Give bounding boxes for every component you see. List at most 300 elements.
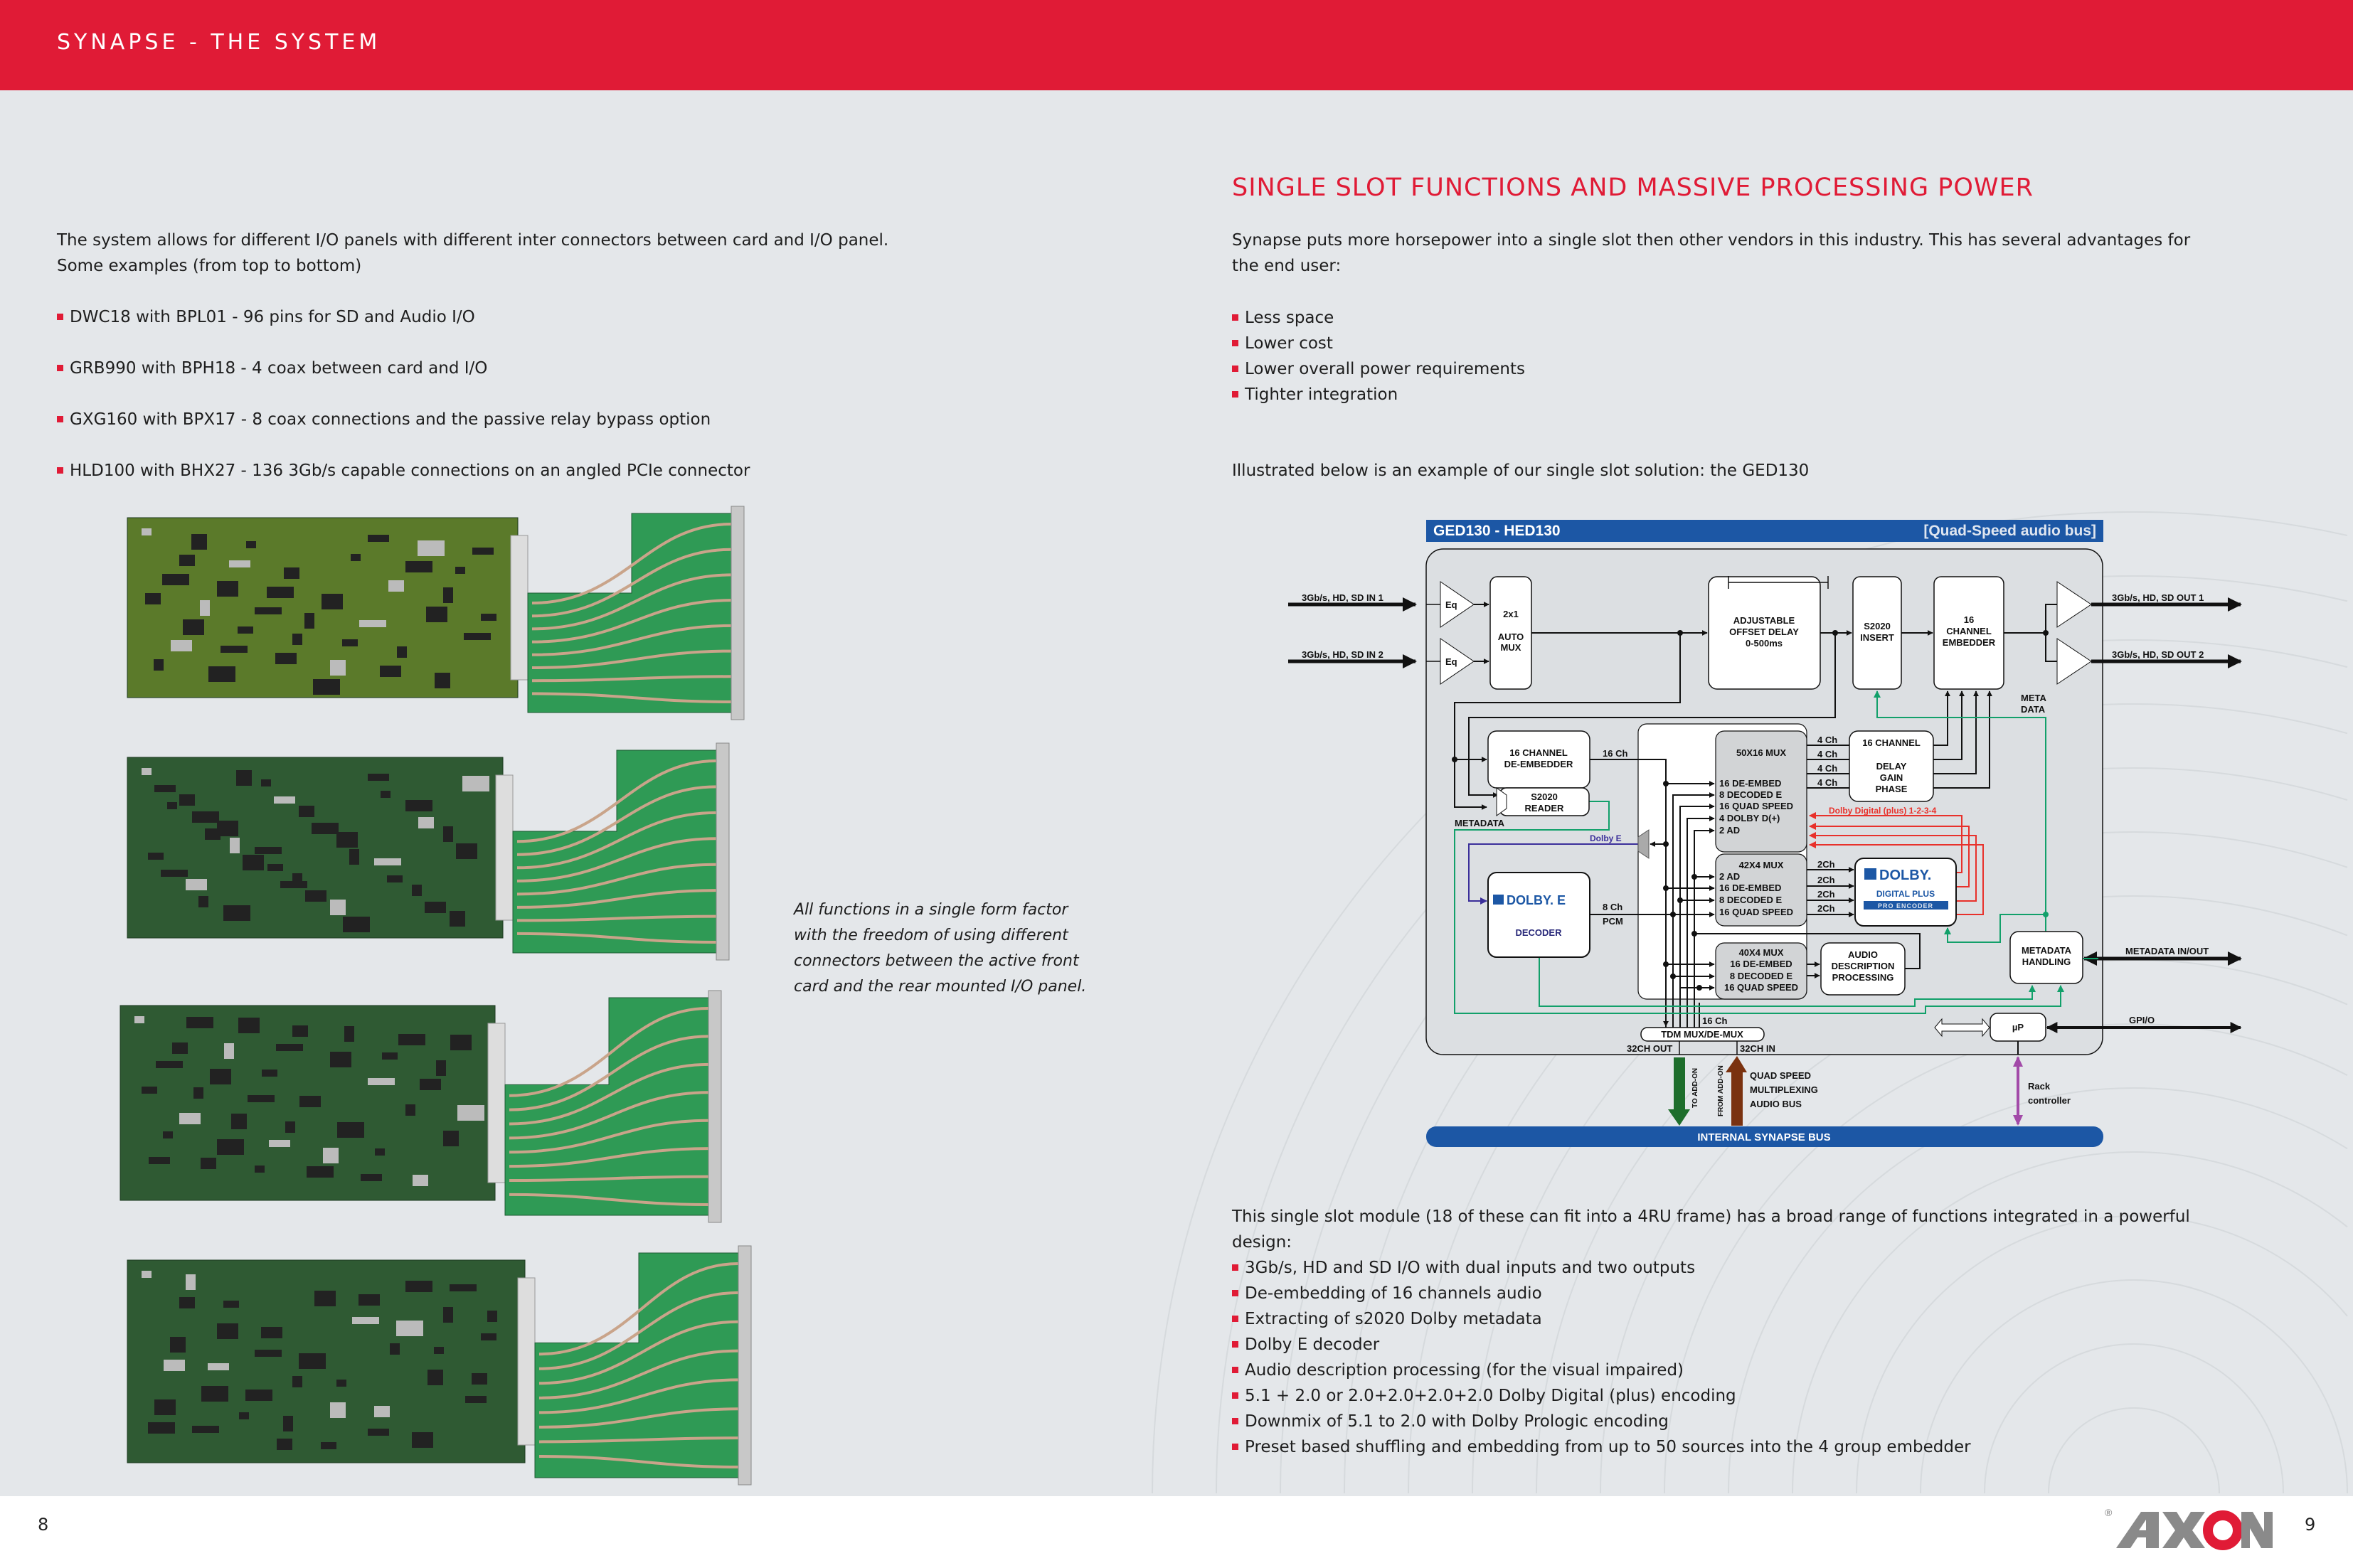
module-intro-line: design: [1232,1233,1292,1252]
chip [201,1158,216,1169]
bullet-icon [1232,1392,1238,1399]
mux-input: 16 DE-EMBED [1719,778,1782,789]
channel-label: 16 Ch [1603,748,1628,759]
module-intro-line: This single slot module (18 of these can fit into a 4RU frame) has a broad range of functions integrated in a powerful [1232,1207,2190,1226]
chip [313,679,340,695]
chip [323,1148,339,1163]
chip [368,535,389,542]
list-item [1232,1332,2190,1358]
chip [396,1321,423,1336]
channel-label: 2Ch [1817,889,1835,900]
chip [330,660,346,676]
chip [382,1052,398,1060]
caption-line: card and the rear mounted I/O panel. [794,978,1087,996]
dolby-logo-icon [1864,868,1876,880]
list-item [1232,1358,2190,1383]
chip [307,1166,334,1178]
channel-label: 4 Ch [1817,777,1838,788]
chip [275,653,297,664]
box-label: EMBEDDER [1942,637,1996,648]
bullet-text: De-embedding of 16 channels audio [1245,1284,1542,1303]
chip [450,1035,472,1050]
chip [292,1025,308,1037]
bullet-icon [1232,1444,1238,1450]
bullet-icon [1232,391,1238,398]
chip [208,666,235,682]
card-connector [511,535,528,680]
chip [358,1294,380,1306]
advantages-list [1232,305,1525,407]
rack-label: Rack [2028,1081,2051,1092]
chip [285,1121,295,1133]
chip [427,1370,443,1385]
rack-label: controller [2028,1095,2071,1106]
dolby-logo-icon [1493,895,1504,905]
right-intro-line: Synapse puts more horsepower into a single slot then other vendors in this industry. This has several advantages for [1232,231,2191,250]
right-intro [1232,228,2190,279]
chip [284,567,299,579]
chip [154,659,164,671]
bullet-icon [1232,366,1238,372]
chip [443,1131,459,1146]
chip [192,811,219,823]
chip [231,1114,247,1129]
chip [304,613,314,629]
chip [172,1042,188,1054]
dolby-digital-plus-logo: DOLBY. [1879,868,1932,883]
bullet-icon [1232,1367,1238,1373]
from-addon-arrow [1726,1056,1747,1126]
chip [312,823,339,834]
bullet-text: Downmix of 5.1 to 2.0 with Dolby Prologic encoding [1245,1412,1669,1431]
chip [405,800,432,811]
bullet-text: Less space [1245,309,1334,327]
chip [223,1301,239,1308]
list-item [1232,1255,2190,1281]
illustrated-text: Illustrated below is an example of our single slot solution: the GED130 [1232,462,1810,480]
chip [210,1069,231,1084]
mux-input: 16 DE-EMBED [1730,959,1792,969]
chip [359,620,386,627]
chip [267,587,294,598]
input-2-label: 3Gb/s, HD, SD IN 2 [1302,649,1383,660]
chip [223,905,250,921]
chip [457,1105,484,1121]
dolby-e-decoder-box [1488,873,1590,957]
bullet-text: Audio description processing (for the visual impaired) [1245,1361,1684,1380]
chip [405,1281,432,1292]
chip [255,607,282,614]
mux-label: 40X4 MUX [1738,947,1784,958]
mux-label: 42X4 MUX [1738,860,1784,870]
bullet-text: DWC18 with BPL01 - 96 pins for SD and Audio I/O [70,308,475,326]
chip [243,855,264,870]
chip [277,1439,292,1450]
chip [390,1343,400,1355]
chip [193,1087,203,1099]
quad-label: MULTIPLEXING [1750,1084,1818,1095]
caption-line: with the freedom of using different [794,927,1068,944]
chip [134,1016,144,1023]
chip [179,794,195,806]
chip [434,1347,444,1354]
chip [248,1095,275,1102]
box-label: HANDLING [2022,956,2071,967]
chip [322,594,343,609]
eq-label: Eq [1445,599,1457,610]
chip [380,666,401,677]
chip [472,548,494,555]
mux-input: 8 DECODED E [1729,971,1793,981]
bullet-icon [1232,1264,1238,1271]
box-label: PROCESSING [1832,972,1894,983]
box-label: S2020 [1864,621,1891,631]
box-label: DE-EMBEDDER [1504,759,1573,769]
page-title: SYNAPSE - THE SYSTEM [57,30,381,55]
box-label: ADJUSTABLE [1733,615,1795,626]
chip [381,791,391,798]
chip [208,1363,229,1370]
bullet-text: Dolby E decoder [1245,1335,1380,1354]
rear-bracket [716,743,729,960]
chip [397,646,407,658]
chip [455,567,465,574]
channel-label: 2Ch [1817,859,1835,870]
chip [205,828,221,840]
box-label: 0-500ms [1745,638,1783,649]
diagram-title: GED130 - HED130 [1433,523,1561,539]
dolby-digital-label: Dolby Digital (plus) 1-2-3-4 [1829,806,1937,816]
chip [336,832,358,848]
list-item [1232,331,1525,356]
chip [374,858,401,865]
gpio-label: GPI/O [2129,1015,2155,1025]
chip [426,607,447,622]
chip [200,600,210,616]
bullet-text: Lower cost [1245,334,1333,353]
chip [420,1079,441,1090]
chip [267,864,283,871]
box-label: 16 CHANNEL [1862,737,1921,748]
list-item [1232,356,1525,382]
chip [198,896,208,907]
chip [156,1061,183,1068]
chip [398,1034,425,1045]
mux-input: 16 QUAD SPEED [1723,982,1799,993]
box-label: GAIN [1879,772,1903,783]
chip [283,1416,293,1431]
axon-logo [2102,1502,2273,1552]
page-footer [0,1496,2353,1568]
chip [465,1396,487,1403]
channel-label: 2Ch [1817,903,1835,914]
list-item [1232,1434,2190,1460]
list-item [1232,1409,2190,1434]
box-label: MUX [1500,642,1521,653]
box-label: DESCRIPTION [1831,961,1895,971]
bullet-text: HLD100 with BHX27 - 136 3Gb/s capable connections on an angled PCIe connector [70,462,750,480]
bullet-icon [1232,340,1238,346]
chip [481,1333,496,1340]
bullet-text: 3Gb/s, HD and SD I/O with dual inputs and two outputs [1245,1259,1696,1277]
chip [374,1406,390,1417]
chip [142,1087,157,1094]
metadata-label: META [2021,693,2046,703]
chip [336,1380,346,1387]
chip [186,1017,213,1028]
box-label: AUTO [1497,631,1524,642]
list-item [1232,305,1525,331]
chip [280,881,307,888]
chip [161,870,188,877]
chip [230,838,240,853]
chip [142,528,152,535]
chip [344,1026,354,1042]
bullet-icon [1232,1341,1238,1348]
to-addon-arrow [1668,1057,1690,1126]
chip [142,768,152,775]
chip [224,1043,234,1059]
chip [330,1402,346,1418]
caption-line: connectors between the active front [794,952,1079,970]
bullet-text: Extracting of s2020 Dolby metadata [1245,1310,1542,1328]
chip [149,1157,170,1164]
chip [405,561,432,572]
box-label: 16 CHANNEL [1509,747,1568,758]
mux-input: 8 DECODED E [1719,789,1783,800]
chip [148,853,164,860]
chip [418,540,445,556]
box-label: OFFSET DELAY [1729,626,1799,637]
diagram-subtitle: [Quad-Speed audio bus] [1923,523,2096,539]
list-item [1232,1383,2190,1409]
chip [217,581,238,597]
chip [351,554,361,561]
pcm-label: 8 Ch [1603,902,1623,912]
chip [162,574,189,585]
chip [443,826,453,842]
to-addon-label: TO ADD-ON [1691,1067,1699,1108]
chip [186,879,207,890]
list-item [1232,1281,2190,1306]
mux-input: 16 DE-EMBED [1719,882,1782,893]
box-label: S2020 [1531,791,1558,802]
chip [191,534,207,550]
chip [246,541,256,548]
chip [368,1429,389,1436]
chip [186,1274,196,1290]
chip [217,1139,244,1155]
chip [368,1078,395,1085]
bullet-text: Lower overall power requirements [1245,360,1525,378]
output-2-label: 3Gb/s, HD, SD OUT 2 [2112,649,2204,660]
chip [299,806,314,817]
list-item [1232,1306,2190,1332]
mux-input: 16 QUAD SPEED [1719,801,1794,811]
chip [405,1104,415,1116]
eq-label: Eq [1445,656,1457,667]
chip [388,580,404,592]
bullet-icon [1232,1290,1238,1296]
metadata-label: DATA [2021,704,2046,715]
right-intro-line: the end user: [1232,257,1342,275]
chip [269,1140,290,1147]
mux-input: 4 DOLBY D(+) [1719,813,1780,823]
card-connector [518,1278,535,1445]
chip [343,917,370,932]
rear-bracket [708,991,721,1222]
channel-label: 4 Ch [1817,763,1838,774]
box-label: AUDIO [1848,949,1878,960]
chip [464,633,491,640]
card-connector [496,775,513,920]
chip [171,640,192,651]
bullet-text: Preset based shuffling and embedding from up to 50 sources into the 4 group embedder [1245,1438,1971,1456]
left-intro-line: Some examples (from top to bottom) [57,257,362,275]
page-number-left: 8 [38,1515,49,1535]
chip [436,1060,446,1076]
from-addon-label: FROM ADD-ON [1717,1065,1725,1116]
chip [236,770,252,786]
chip [387,875,403,882]
chip [217,1323,238,1339]
bullet-icon [1232,1418,1238,1424]
metadata-label: METADATA [1455,818,1505,828]
bullet-icon [1232,314,1238,321]
bullet-text: Tighter integration [1245,385,1398,404]
chip [321,1442,336,1449]
box-label: 2x1 [1503,609,1519,619]
chip [179,555,195,566]
channel-label: 4 Ch [1817,749,1838,759]
front-card [127,757,503,938]
bullet-text: 5.1 + 2.0 or 2.0+2.0+2.0+2.0 Dolby Digital (plus) encoding [1245,1387,1736,1405]
photo-caption [794,897,1086,1000]
bus-label: INTERNAL SYNAPSE BUS [1697,1131,1831,1143]
chip [349,849,359,865]
box-label: CHANNEL [1946,626,1992,636]
pro-encoder-label: PRO ENCODER [1877,902,1934,910]
mux-input: 16 QUAD SPEED [1719,907,1794,917]
chip [330,900,346,915]
chip [239,1412,249,1419]
chip [179,1113,201,1124]
chip [201,1386,228,1402]
caption-line: All functions in a single form factor [794,901,1068,919]
channel-label: 4 Ch [1817,735,1838,745]
mux-label: 50X16 MUX [1736,747,1787,758]
chip [274,796,295,804]
mux-input: 2 AD [1719,825,1741,836]
chip [361,1174,382,1181]
chip [314,1291,336,1306]
chip [487,1311,497,1322]
chip [481,614,496,621]
chip [154,785,176,792]
chip [183,619,204,635]
chip [163,1131,173,1138]
chip [443,1307,453,1323]
chip [352,1317,379,1324]
chip [261,1327,282,1338]
chip [192,1426,219,1433]
box-label: INSERT [1860,632,1894,643]
page-number-right: 9 [2305,1515,2316,1535]
chip [148,1422,175,1434]
chip [412,1432,433,1448]
chip [255,1166,265,1173]
section-heading: SINGLE SLOT FUNCTIONS AND MASSIVE PROCESSING POWER [1232,174,2034,202]
chip [164,1360,185,1371]
dolby-e-label: Dolby E [1590,833,1622,843]
input-1-label: 3Gb/s, HD, SD IN 1 [1302,592,1383,603]
dolby-e-logo: DOLBY. E [1507,893,1566,907]
chip [261,779,271,786]
chip [170,1337,186,1353]
chip [443,587,453,603]
chip [292,1376,302,1387]
left-intro-line: The system allows for different I/O panels with different inter connectors between card and I/O panel. [57,231,889,250]
box-label: READER [1524,803,1564,814]
rear-bracket [738,1246,751,1485]
chip [450,1284,477,1291]
chip [255,1350,282,1357]
box-label: DELAY [1876,761,1907,772]
chip [413,1175,428,1186]
chip [238,1018,260,1033]
chip [167,802,177,809]
chip [456,843,477,859]
mux-input: 2 AD [1719,871,1741,882]
box-label: METADATA [2021,945,2072,956]
chip [299,1353,326,1369]
channel-label: 16 Ch [1702,1015,1728,1026]
metadata-io-label: METADATA IN/OUT [2125,946,2209,956]
chip [342,639,358,646]
chip [238,626,253,634]
chip [435,673,450,688]
chip [154,1399,176,1415]
bullet-text: GXG160 with BPX17 - 8 coax connections and the passive relay bypass option [70,410,711,429]
svg-text:®: ® [2105,1507,2113,1518]
list-item [1232,382,1525,407]
chip [472,1373,487,1385]
chip [255,847,282,854]
mux-input: 8 DECODED E [1719,895,1783,905]
card-photos [0,0,854,1496]
chip [299,1096,321,1107]
chip [330,1052,351,1067]
quad-label: QUAD SPEED [1750,1070,1811,1081]
chip [337,1122,364,1138]
block-diagram [1280,512,2262,1152]
chip [450,911,465,927]
module-description [1232,1204,2190,1460]
quad-label: AUDIO BUS [1750,1099,1802,1109]
in32-label: 32CH IN [1740,1043,1775,1054]
chip [229,560,250,567]
bullet-icon [1232,1316,1238,1322]
chip [368,774,389,781]
card-connector [488,1023,505,1183]
digital-plus-label: DIGITAL PLUS [1876,889,1935,899]
chip [276,1044,303,1051]
chip [418,817,434,828]
tdm-label: TDM MUX/DE-MUX [1661,1029,1743,1040]
out32-label: 32CH OUT [1627,1043,1673,1054]
chip [305,890,326,902]
chip [375,1148,385,1156]
